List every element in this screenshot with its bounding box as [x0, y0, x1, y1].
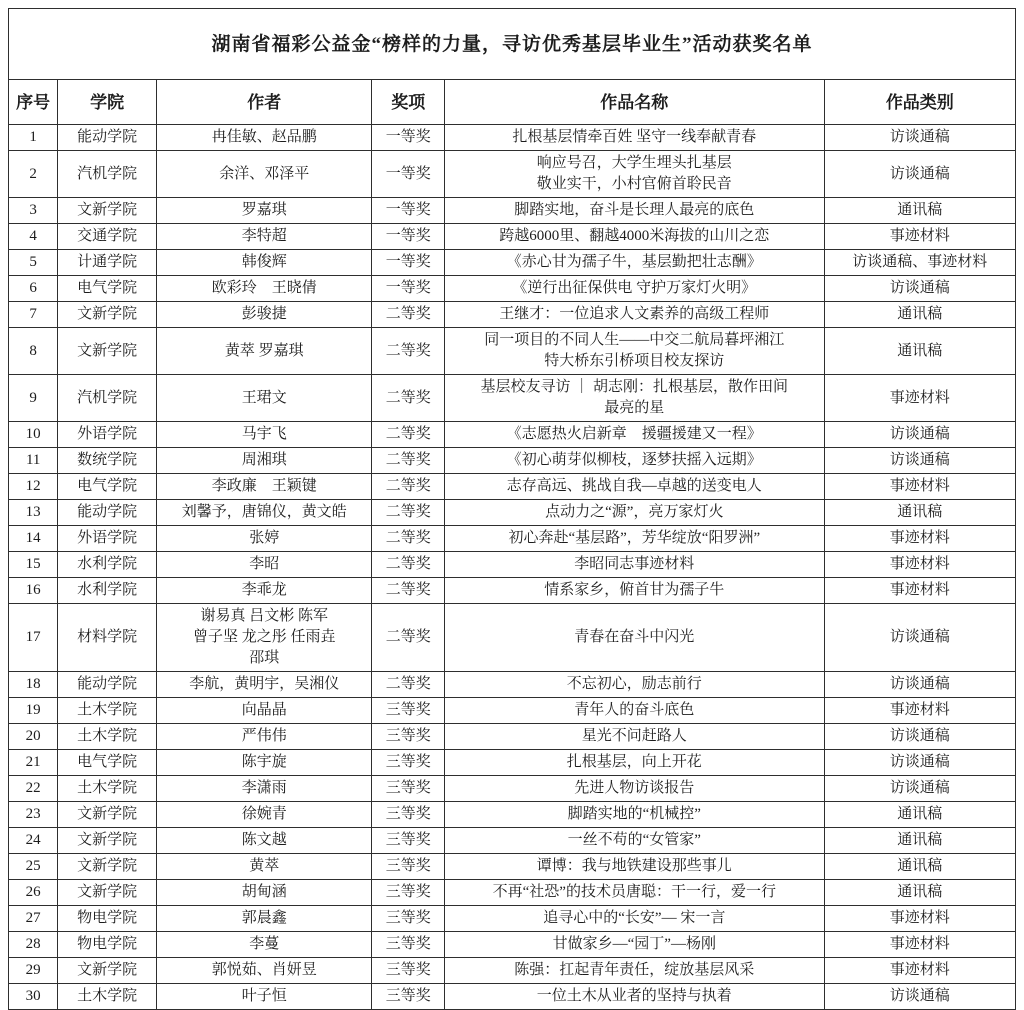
cell-category: 通讯稿: [824, 880, 1015, 906]
cell-college: 能动学院: [58, 125, 157, 151]
table-row: [9, 375, 1016, 422]
cell-work-title: 志存高远、挑战自我—卓越的送变电人: [444, 474, 824, 500]
cell-award: 三等奖: [372, 750, 445, 776]
cell-college: 文新学院: [58, 958, 157, 984]
column-header-0: 序号: [9, 80, 58, 125]
cell-category: 访谈通稿: [824, 750, 1015, 776]
cell-authors: 李政廉 王颖键: [157, 474, 372, 500]
cell-college: 文新学院: [58, 828, 157, 854]
table-row: [9, 776, 1016, 802]
cell-college: 外语学院: [58, 526, 157, 552]
column-header-2: 作者: [157, 80, 372, 125]
cell-category: 通讯稿: [824, 500, 1015, 526]
cell-category: 访谈通稿: [824, 724, 1015, 750]
cell-category: 访谈通稿: [824, 672, 1015, 698]
header-row: [9, 80, 1016, 125]
cell-award: 三等奖: [372, 776, 445, 802]
cell-category: 事迹材料: [824, 526, 1015, 552]
table-row: [9, 328, 1016, 375]
table-row: [9, 880, 1016, 906]
cell-authors: 叶子恒: [157, 984, 372, 1010]
cell-work-title: 一丝不苟的“女管家”: [444, 828, 824, 854]
cell-category: 事迹材料: [824, 375, 1015, 422]
cell-award: 二等奖: [372, 328, 445, 375]
title-row: [9, 9, 1016, 80]
cell-award: 三等奖: [372, 958, 445, 984]
cell-work-title: 《志愿热火启新章 援疆援建又一程》: [444, 422, 824, 448]
cell-no: 12: [9, 474, 58, 500]
cell-authors: 李乖龙: [157, 578, 372, 604]
cell-no: 3: [9, 198, 58, 224]
cell-work-title: 扎根基层，向上开花: [444, 750, 824, 776]
cell-college: 土木学院: [58, 776, 157, 802]
cell-college: 文新学院: [58, 880, 157, 906]
cell-college: 物电学院: [58, 932, 157, 958]
table-row: [9, 552, 1016, 578]
cell-college: 能动学院: [58, 500, 157, 526]
cell-category: 通讯稿: [824, 828, 1015, 854]
cell-college: 电气学院: [58, 750, 157, 776]
table-row: [9, 578, 1016, 604]
cell-authors: 陈宇旋: [157, 750, 372, 776]
cell-authors: 李昭: [157, 552, 372, 578]
cell-no: 21: [9, 750, 58, 776]
cell-no: 30: [9, 984, 58, 1010]
cell-college: 电气学院: [58, 276, 157, 302]
table-row: [9, 250, 1016, 276]
cell-category: 事迹材料: [824, 578, 1015, 604]
cell-authors: 徐婉青: [157, 802, 372, 828]
cell-category: 通讯稿: [824, 198, 1015, 224]
cell-college: 汽机学院: [58, 151, 157, 198]
cell-college: 材料学院: [58, 604, 157, 672]
cell-no: 4: [9, 224, 58, 250]
cell-category: 通讯稿: [824, 854, 1015, 880]
cell-category: 访谈通稿: [824, 984, 1015, 1010]
cell-category: 访谈通稿、事迹材料: [824, 250, 1015, 276]
cell-no: 19: [9, 698, 58, 724]
cell-authors: 严伟伟: [157, 724, 372, 750]
cell-work-title: 响应号召，大学生埋头扎基层 敬业实干，小村官俯首聆民音: [444, 151, 824, 198]
cell-authors: 向晶晶: [157, 698, 372, 724]
table-row: [9, 224, 1016, 250]
cell-college: 土木学院: [58, 724, 157, 750]
cell-award: 二等奖: [372, 474, 445, 500]
cell-award: 三等奖: [372, 906, 445, 932]
table-row: [9, 604, 1016, 672]
cell-work-title: 脚踏实地的“机械控”: [444, 802, 824, 828]
cell-award: 二等奖: [372, 375, 445, 422]
cell-award: 一等奖: [372, 276, 445, 302]
cell-award: 三等奖: [372, 880, 445, 906]
table-row: [9, 984, 1016, 1010]
cell-authors: 韩俊辉: [157, 250, 372, 276]
cell-work-title: 点动力之“源”，亮万家灯火: [444, 500, 824, 526]
table-row: [9, 932, 1016, 958]
cell-college: 土木学院: [58, 698, 157, 724]
cell-no: 22: [9, 776, 58, 802]
cell-college: 物电学院: [58, 906, 157, 932]
cell-award: 一等奖: [372, 151, 445, 198]
cell-award: 一等奖: [372, 224, 445, 250]
table-row: [9, 125, 1016, 151]
column-header-1: 学院: [58, 80, 157, 125]
table-row: [9, 750, 1016, 776]
cell-award: 三等奖: [372, 828, 445, 854]
cell-work-title: 《赤心甘为孺子牛，基层勤把壮志酬》: [444, 250, 824, 276]
cell-authors: 王珺文: [157, 375, 372, 422]
page-title: 湖南省福彩公益金“榜样的力量，寻访优秀基层毕业生”活动获奖名单: [9, 9, 1016, 80]
cell-college: 文新学院: [58, 854, 157, 880]
cell-college: 计通学院: [58, 250, 157, 276]
award-table: [8, 8, 1016, 1010]
table-row: [9, 672, 1016, 698]
cell-award: 二等奖: [372, 448, 445, 474]
table-row: [9, 151, 1016, 198]
cell-category: 通讯稿: [824, 328, 1015, 375]
cell-authors: 李潇雨: [157, 776, 372, 802]
cell-category: 事迹材料: [824, 224, 1015, 250]
cell-no: 8: [9, 328, 58, 375]
cell-authors: 黄萃: [157, 854, 372, 880]
table-row: [9, 474, 1016, 500]
cell-work-title: 《逆行出征保供电 守护万家灯火明》: [444, 276, 824, 302]
cell-authors: 马宇飞: [157, 422, 372, 448]
cell-category: 通讯稿: [824, 302, 1015, 328]
table-row: [9, 958, 1016, 984]
cell-authors: 郭悦茹、肖妍昱: [157, 958, 372, 984]
cell-category: 事迹材料: [824, 552, 1015, 578]
cell-college: 文新学院: [58, 302, 157, 328]
cell-award: 二等奖: [372, 578, 445, 604]
cell-category: 访谈通稿: [824, 776, 1015, 802]
table-row: [9, 276, 1016, 302]
cell-work-title: 一位土木从业者的坚持与执着: [444, 984, 824, 1010]
column-header-3: 奖项: [372, 80, 445, 125]
cell-college: 电气学院: [58, 474, 157, 500]
cell-college: 外语学院: [58, 422, 157, 448]
cell-authors: 李蔓: [157, 932, 372, 958]
cell-work-title: 脚踏实地，奋斗是长理人最亮的底色: [444, 198, 824, 224]
table-row: [9, 724, 1016, 750]
cell-no: 28: [9, 932, 58, 958]
cell-authors: 刘馨予，唐锦仪，黄文皓: [157, 500, 372, 526]
cell-authors: 李特超: [157, 224, 372, 250]
cell-work-title: 不再“社恐”的技术员唐聪：干一行，爱一行: [444, 880, 824, 906]
cell-category: 访谈通稿: [824, 422, 1015, 448]
cell-award: 一等奖: [372, 198, 445, 224]
cell-award: 三等奖: [372, 802, 445, 828]
cell-category: 访谈通稿: [824, 125, 1015, 151]
cell-college: 文新学院: [58, 328, 157, 375]
cell-college: 文新学院: [58, 198, 157, 224]
cell-category: 访谈通稿: [824, 604, 1015, 672]
cell-award: 二等奖: [372, 302, 445, 328]
cell-authors: 周湘琪: [157, 448, 372, 474]
cell-no: 13: [9, 500, 58, 526]
cell-work-title: 谭博：我与地铁建设那些事儿: [444, 854, 824, 880]
cell-no: 18: [9, 672, 58, 698]
cell-college: 水利学院: [58, 552, 157, 578]
cell-work-title: 扎根基层情牵百姓 坚守一线奉献青春: [444, 125, 824, 151]
cell-authors: 郭晨鑫: [157, 906, 372, 932]
cell-college: 土木学院: [58, 984, 157, 1010]
table-row: [9, 698, 1016, 724]
table-row: [9, 828, 1016, 854]
cell-no: 16: [9, 578, 58, 604]
cell-authors: 陈文越: [157, 828, 372, 854]
cell-no: 29: [9, 958, 58, 984]
cell-category: 事迹材料: [824, 698, 1015, 724]
cell-no: 6: [9, 276, 58, 302]
cell-award: 一等奖: [372, 250, 445, 276]
cell-award: 三等奖: [372, 698, 445, 724]
cell-award: 三等奖: [372, 724, 445, 750]
cell-no: 14: [9, 526, 58, 552]
cell-authors: 冉佳敏、赵品鹏: [157, 125, 372, 151]
table-row: [9, 448, 1016, 474]
cell-college: 交通学院: [58, 224, 157, 250]
cell-award: 二等奖: [372, 552, 445, 578]
cell-work-title: 先进人物访谈报告: [444, 776, 824, 802]
cell-work-title: 陈强：扛起青年责任，绽放基层风采: [444, 958, 824, 984]
column-header-5: 作品类别: [824, 80, 1015, 125]
cell-college: 汽机学院: [58, 375, 157, 422]
cell-authors: 谢易真 吕文彬 陈军 曾子坚 龙之彤 任雨垚 邵琪: [157, 604, 372, 672]
cell-award: 二等奖: [372, 422, 445, 448]
table-row: [9, 802, 1016, 828]
cell-no: 24: [9, 828, 58, 854]
table-row: [9, 198, 1016, 224]
cell-authors: 李航，黄明宇，吴湘仪: [157, 672, 372, 698]
table-row: [9, 526, 1016, 552]
cell-category: 事迹材料: [824, 474, 1015, 500]
cell-work-title: 青春在奋斗中闪光: [444, 604, 824, 672]
cell-work-title: 王继才：一位追求人文素养的高级工程师: [444, 302, 824, 328]
cell-work-title: 情系家乡，俯首甘为孺子牛: [444, 578, 824, 604]
cell-category: 事迹材料: [824, 932, 1015, 958]
cell-no: 7: [9, 302, 58, 328]
cell-college: 水利学院: [58, 578, 157, 604]
cell-category: 访谈通稿: [824, 448, 1015, 474]
cell-award: 三等奖: [372, 932, 445, 958]
cell-authors: 张婷: [157, 526, 372, 552]
table-row: [9, 500, 1016, 526]
cell-authors: 胡甸涵: [157, 880, 372, 906]
cell-college: 能动学院: [58, 672, 157, 698]
cell-no: 5: [9, 250, 58, 276]
cell-category: 访谈通稿: [824, 276, 1015, 302]
cell-award: 二等奖: [372, 672, 445, 698]
cell-award: 二等奖: [372, 604, 445, 672]
table-row: [9, 854, 1016, 880]
cell-college: 文新学院: [58, 802, 157, 828]
cell-no: 25: [9, 854, 58, 880]
cell-no: 17: [9, 604, 58, 672]
cell-award: 三等奖: [372, 854, 445, 880]
cell-no: 11: [9, 448, 58, 474]
cell-work-title: 《初心萌芽似柳枝，逐梦扶摇入远期》: [444, 448, 824, 474]
cell-work-title: 青年人的奋斗底色: [444, 698, 824, 724]
cell-no: 9: [9, 375, 58, 422]
cell-category: 事迹材料: [824, 906, 1015, 932]
cell-work-title: 追寻心中的“长安”— 宋一言: [444, 906, 824, 932]
cell-no: 15: [9, 552, 58, 578]
cell-work-title: 不忘初心，励志前行: [444, 672, 824, 698]
cell-no: 20: [9, 724, 58, 750]
cell-work-title: 基层校友寻访 ｜ 胡志刚：扎根基层，散作田间 最亮的星: [444, 375, 824, 422]
cell-work-title: 甘做家乡—“园丁”—杨刚: [444, 932, 824, 958]
cell-authors: 余洋、邓泽平: [157, 151, 372, 198]
cell-college: 数统学院: [58, 448, 157, 474]
cell-work-title: 同一项目的不同人生——中交二航局暮坪湘江 特大桥东引桥项目校友探访: [444, 328, 824, 375]
cell-award: 二等奖: [372, 526, 445, 552]
cell-no: 1: [9, 125, 58, 151]
cell-no: 2: [9, 151, 58, 198]
cell-no: 27: [9, 906, 58, 932]
cell-authors: 黄萃 罗嘉琪: [157, 328, 372, 375]
cell-category: 访谈通稿: [824, 151, 1015, 198]
table-row: [9, 422, 1016, 448]
cell-no: 10: [9, 422, 58, 448]
cell-no: 23: [9, 802, 58, 828]
cell-award: 一等奖: [372, 125, 445, 151]
cell-award: 二等奖: [372, 500, 445, 526]
cell-work-title: 初心奔赴“基层路”，芳华绽放“阳罗洲”: [444, 526, 824, 552]
column-header-4: 作品名称: [444, 80, 824, 125]
cell-authors: 欧彩玲 王晓倩: [157, 276, 372, 302]
cell-authors: 彭骏捷: [157, 302, 372, 328]
cell-work-title: 跨越6000里、翻越4000米海拔的山川之恋: [444, 224, 824, 250]
table-row: [9, 906, 1016, 932]
cell-work-title: 李昭同志事迹材料: [444, 552, 824, 578]
cell-award: 三等奖: [372, 984, 445, 1010]
cell-category: 通讯稿: [824, 802, 1015, 828]
cell-authors: 罗嘉琪: [157, 198, 372, 224]
cell-category: 事迹材料: [824, 958, 1015, 984]
cell-work-title: 星光不问赶路人: [444, 724, 824, 750]
cell-no: 26: [9, 880, 58, 906]
table-row: [9, 302, 1016, 328]
